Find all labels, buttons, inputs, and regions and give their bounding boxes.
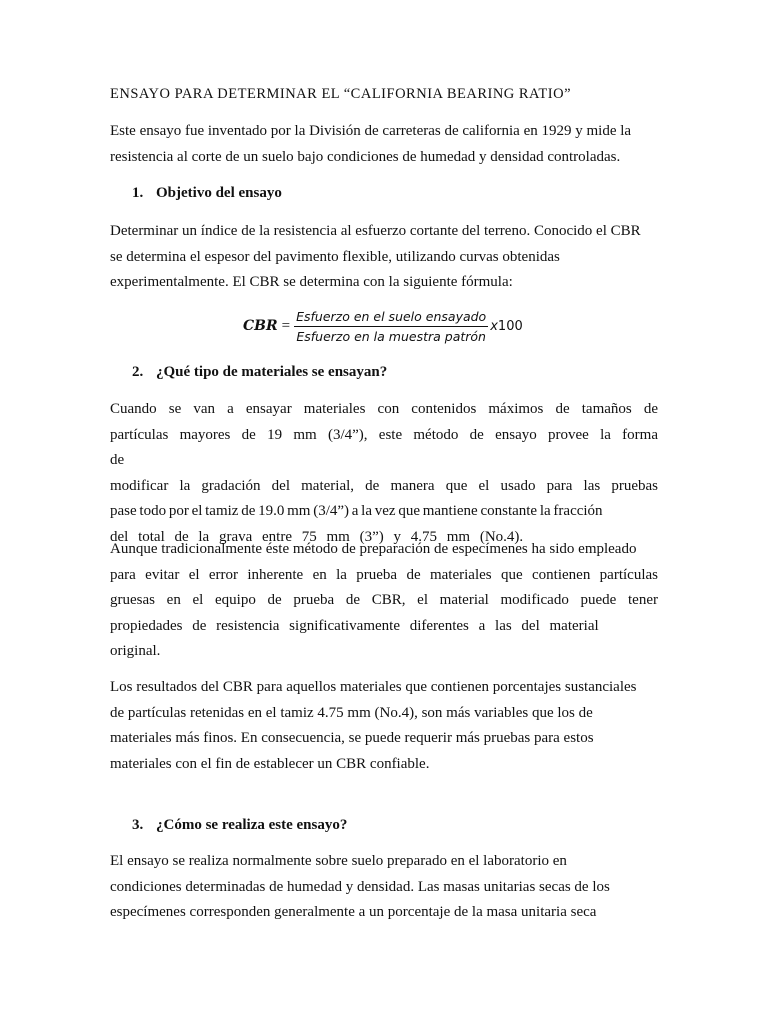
section-2-paragraph-2 [110, 537, 658, 665]
section-title: ¿Cómo se realiza este ensayo? [156, 817, 348, 833]
text-line: del total de la grava entre 75 mm (3”) y 4.75 mm (No.4). [110, 528, 524, 545]
formula-equals: = [281, 317, 291, 334]
formula-fraction [294, 309, 488, 344]
text-line: El ensayo se realiza normalmente sobre suelo preparado en el laboratorio en [110, 853, 567, 869]
section-3-heading [132, 817, 347, 834]
text-line: modificar la gradación del material, de manera que el usado para las pruebas [110, 477, 658, 494]
text-line: experimentalmente. El CBR se determina con la siguiente fórmula: [110, 274, 513, 290]
intro-paragraph [110, 119, 658, 170]
section-2-paragraph-1 [110, 397, 658, 550]
text-line: de partículas retenidas en el tamiz 4.75 mm (No.4), son más variables que los de [110, 704, 593, 721]
text-line: gruesas en el equipo de prueba de CBR, el material modificado puede tener [110, 592, 658, 608]
text-line: propiedades de resistencia significativamente diferentes a las del material [110, 617, 599, 634]
text-line: condiciones determinadas de humedad y densidad. Las masas unitarias secas de los [110, 878, 610, 895]
section-number: 3. [132, 817, 144, 833]
text-line: para evitar el error inherente en la prueba de materiales que contienen partículas [110, 566, 658, 583]
text-line: materiales más finos. En consecuencia, se puede requerir más pruebas para estos [110, 730, 594, 746]
formula-constant: 100 [497, 318, 523, 334]
formula-times: x [490, 318, 498, 334]
section-title: ¿Qué tipo de materiales se ensayan? [156, 364, 388, 380]
section-2-paragraph-3 [110, 675, 658, 777]
text-line: resistencia al corte de un suelo bajo condiciones de humedad y densidad controladas. [110, 148, 621, 165]
text-line: original. [110, 643, 161, 659]
cbr-formula [243, 305, 523, 347]
section-number: 2. [132, 364, 144, 380]
formula-denominator: Esfuerzo en la muestra patrón [296, 328, 486, 344]
section-1-paragraph [110, 219, 658, 296]
text-line: Cuando se van a ensayar materiales con contenidos máximos de tamaños de [110, 401, 658, 417]
section-2-heading [132, 364, 387, 381]
document-title: ENSAYO PARA DETERMINAR EL “CALIFORNIA BEARING RATIO” [110, 86, 572, 102]
section-title: Objetivo del ensayo [156, 185, 282, 201]
section-1-heading [132, 185, 282, 202]
text-line: Determinar un índice de la resistencia al esfuerzo cortante del terreno. Conocido el CBR [110, 223, 641, 239]
fraction-bar [294, 326, 488, 327]
text-line: se determina el espesor del pavimento flexible, utilizando curvas obtenidas [110, 248, 560, 265]
text-line: Este ensayo fue inventado por la División de carreteras de california en 1929 y mide la [110, 123, 632, 139]
section-3-paragraph [110, 849, 658, 926]
formula-numerator: Esfuerzo en el suelo ensayado [296, 308, 487, 324]
text-line: materiales con el fin de establecer un CBR confiable. [110, 755, 430, 772]
text-line: Los resultados del CBR para aquellos materiales que contienen porcentajes sustanciales [110, 679, 637, 695]
formula-lhs: CBR [243, 318, 278, 334]
text-line: Aunque tradicionalmente éste método de preparación de especímenes ha sido empleado [110, 541, 637, 557]
section-number: 1. [132, 185, 144, 201]
text-line: especímenes corresponden generalmente a un porcentaje de la masa unitaria seca [110, 904, 597, 920]
text-line: partículas mayores de 19 mm (3/4”), este método de ensayo provee la forma de [110, 426, 658, 468]
text-line: pase todo por el tamiz de 19.0 mm (3/4”) a la vez que mantiene constante la fracción [110, 503, 603, 519]
